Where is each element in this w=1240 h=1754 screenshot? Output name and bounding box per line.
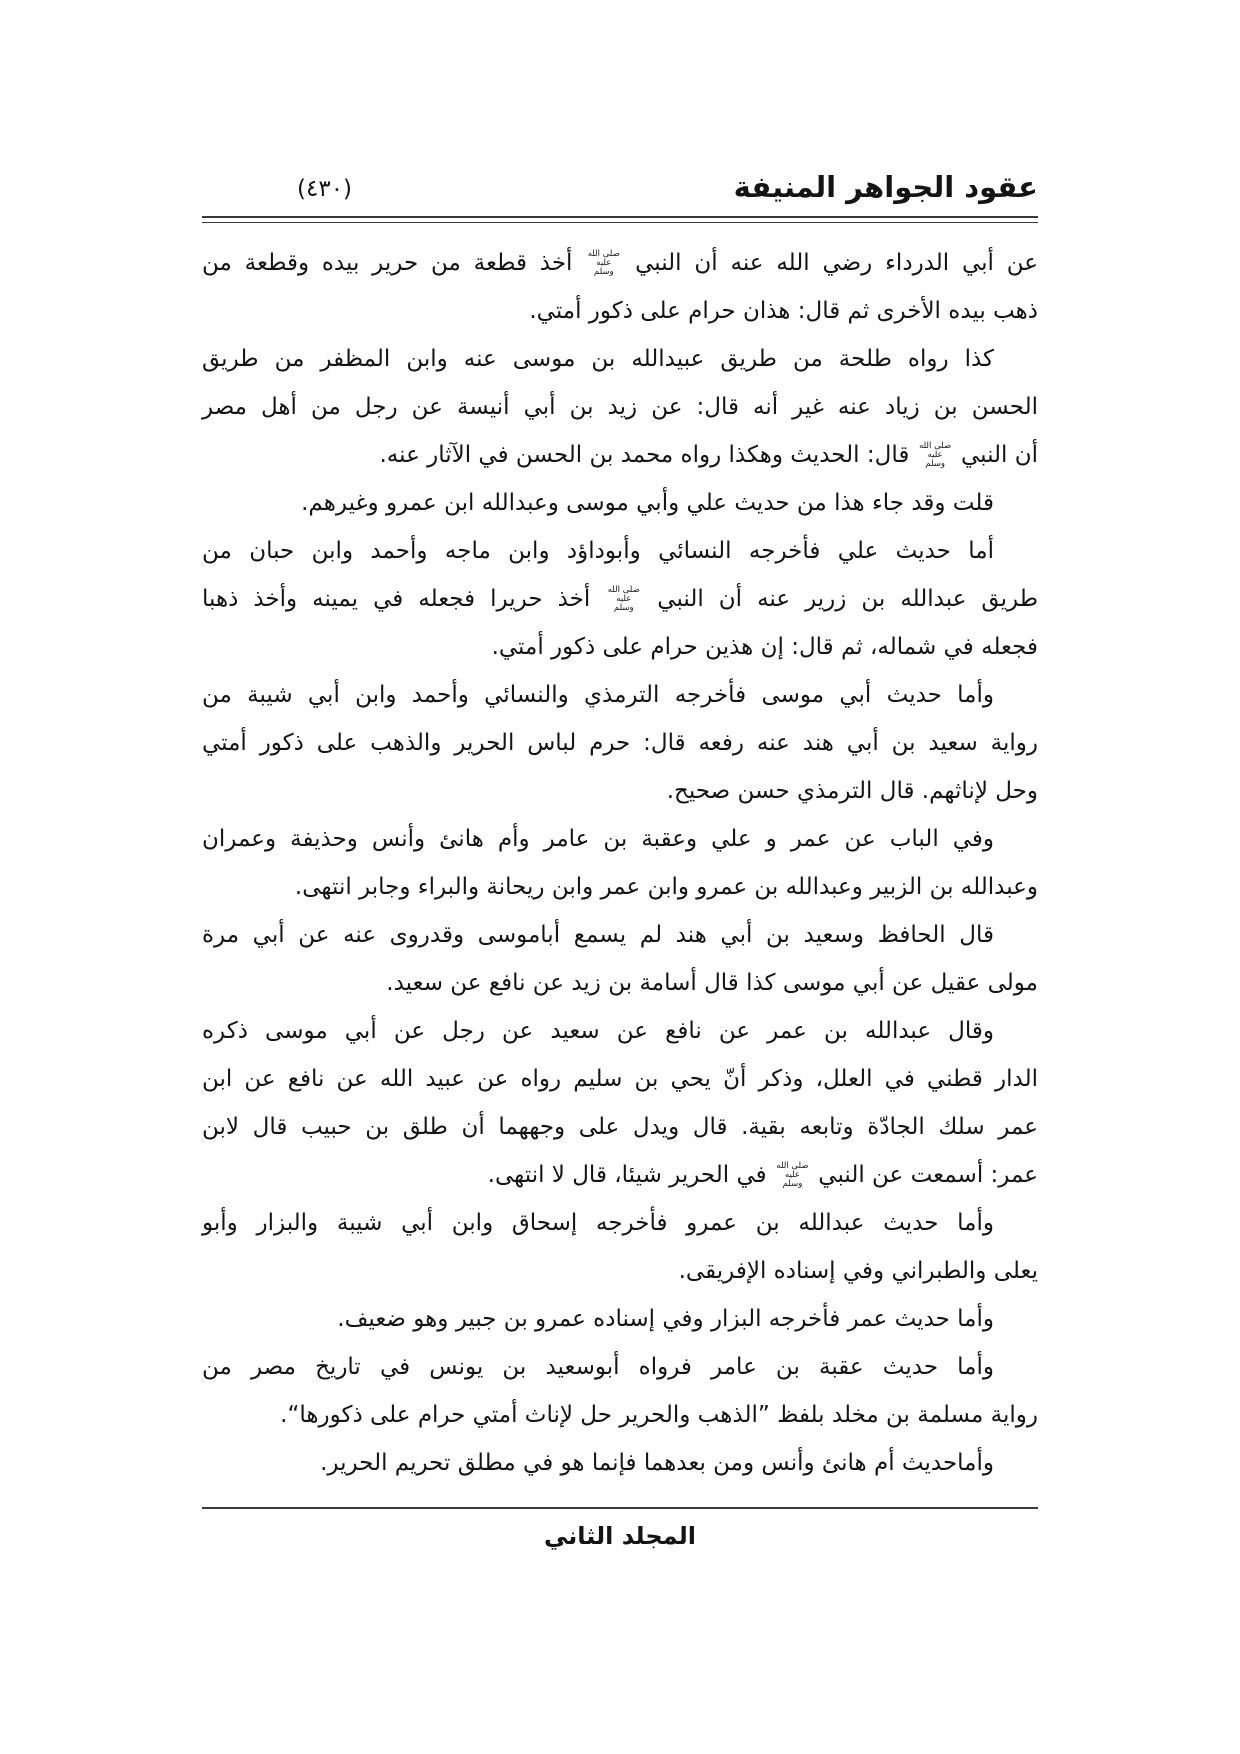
pbuh-ligature-icon: صلى الله عليه وسلم [587, 249, 620, 277]
text-line: الحسن بن زياد عنه غير أنه قال: عن زيد بن أبي أنيسة عن رجل من أهل مصر [202, 394, 1038, 420]
text-line: مولى عقيل عن أبي موسى كذا قال أسامة بن زيد عن نافع عن سعيد. [386, 970, 1038, 996]
page-header [202, 160, 1038, 204]
text-line: فجعله في شماله، ثم قال: إن هذين حرام على ذكور أمتي. [491, 634, 1038, 660]
page-number: (٤٣٠) [297, 176, 353, 202]
text-line: وعبدالله بن الزبير وعبدالله بن عمرو وابن عمر وابن ريحانة والبراء وجابر انتهى. [294, 874, 1038, 900]
text-line: ذهب بيده الأخرى ثم قال: هذان حرام على ذكور أمتي. [529, 298, 1038, 324]
text-line: أما حديث علي فأخرجه النسائي وأبوداؤد وابن ماجه وأحمد وابن حبان من [202, 538, 994, 564]
text-line: أن النبي صلى الله عليه وسلم قال: الحديث وهكذا رواه محمد بن الحسن في الآثار عنه. [379, 441, 1038, 469]
text-line: طريق عبدالله بن زرير عنه أن النبي صلى الله عليه وسلم أخذ حريرا فجعله في يمينه وأخذ ذهبا [202, 585, 1039, 613]
pbuh-ligature-icon: صلى الله عليه وسلم [607, 585, 640, 613]
text-line: وأما حديث عبدالله بن عمرو فأخرجه إسحاق وابن أبي شيبة والبزار وأبو [202, 1210, 994, 1236]
text-line: وحل لإناثهم. قال الترمذي حسن صحيح. [666, 778, 1038, 804]
text-line: يعلى والطبراني وفي إسناده الإفريقى. [678, 1258, 1038, 1284]
text-line: عمر سلك الجادّة وتابعه بقية. قال ويدل على وجههما أن طلق بن حبيب قال لابن [202, 1114, 1038, 1140]
text-line: وأماحديث أم هانئ وأنس ومن بعدهما فإنما هو في مطلق تحريم الحرير. [320, 1450, 994, 1476]
text-line: الدار قطني في العلل، وذكر أنّ يحي بن سليم رواه عن عبيد الله عن نافع عن ابن [202, 1066, 1038, 1092]
text-line: وأما حديث عقبة بن عامر فرواه أبوسعيد بن يونس في تاريخ مصر من [202, 1354, 994, 1380]
text-line: قلت وقد جاء هذا من حديث علي وأبي موسى وعبدالله ابن عمرو وغيرهم. [301, 490, 994, 516]
text-line: عمر: أسمعت عن النبي صلى الله عليه وسلم في الحرير شيئا، قال لا انتهى. [487, 1161, 1038, 1189]
text-line: عن أبي الدرداء رضي الله عنه أن النبي صلى الله عليه وسلم أخذ قطعة من حرير بيده وقطعة من [202, 249, 1038, 277]
header-rule [202, 216, 1038, 223]
text-line: وأما حديث أبي موسى فأخرجه الترمذي والنسائي وأحمد وابن أبي شيبة من [202, 682, 994, 708]
body-text [202, 239, 1038, 1487]
text-line: وقال عبدالله بن عمر عن نافع عن سعيد عن رجل عن أبي موسى ذكره [202, 1018, 994, 1044]
text-column [202, 160, 1038, 1550]
text-line: وأما حديث عمر فأخرجه البزار وفي إسناده عمرو بن جبير وهو ضعيف. [337, 1306, 994, 1332]
pbuh-ligature-icon: صلى الله عليه وسلم [776, 1161, 809, 1189]
text-line: رواية مسلمة بن مخلد بلفظ ”الذهب والحرير حل لإناث أمتي حرام على ذكورها“. [280, 1402, 1038, 1428]
text-line: وفي الباب عن عمر و علي وعقبة بن عامر وأم هانئ وأنس وحذيفة وعمران [202, 826, 994, 852]
text-line: قال الحافظ وسعيد بن أبي هند لم يسمع أباموسى وقدروى عنه عن أبي مرة [202, 922, 994, 948]
pbuh-ligature-icon: صلى الله عليه وسلم [919, 441, 952, 469]
volume-label: المجلد الثاني [544, 1522, 696, 1550]
footer-rule [202, 1507, 1038, 1509]
text-line: كذا رواه طلحة من طريق عبيدالله بن موسى عنه وابن المظفر من طريق [202, 346, 994, 372]
text-line: رواية سعيد بن أبي هند عنه رفعه قال: حرم لباس الحرير والذهب على ذكور أمتي [202, 730, 1038, 756]
book-title: عقود الجواهر المنيفة [733, 170, 1038, 204]
